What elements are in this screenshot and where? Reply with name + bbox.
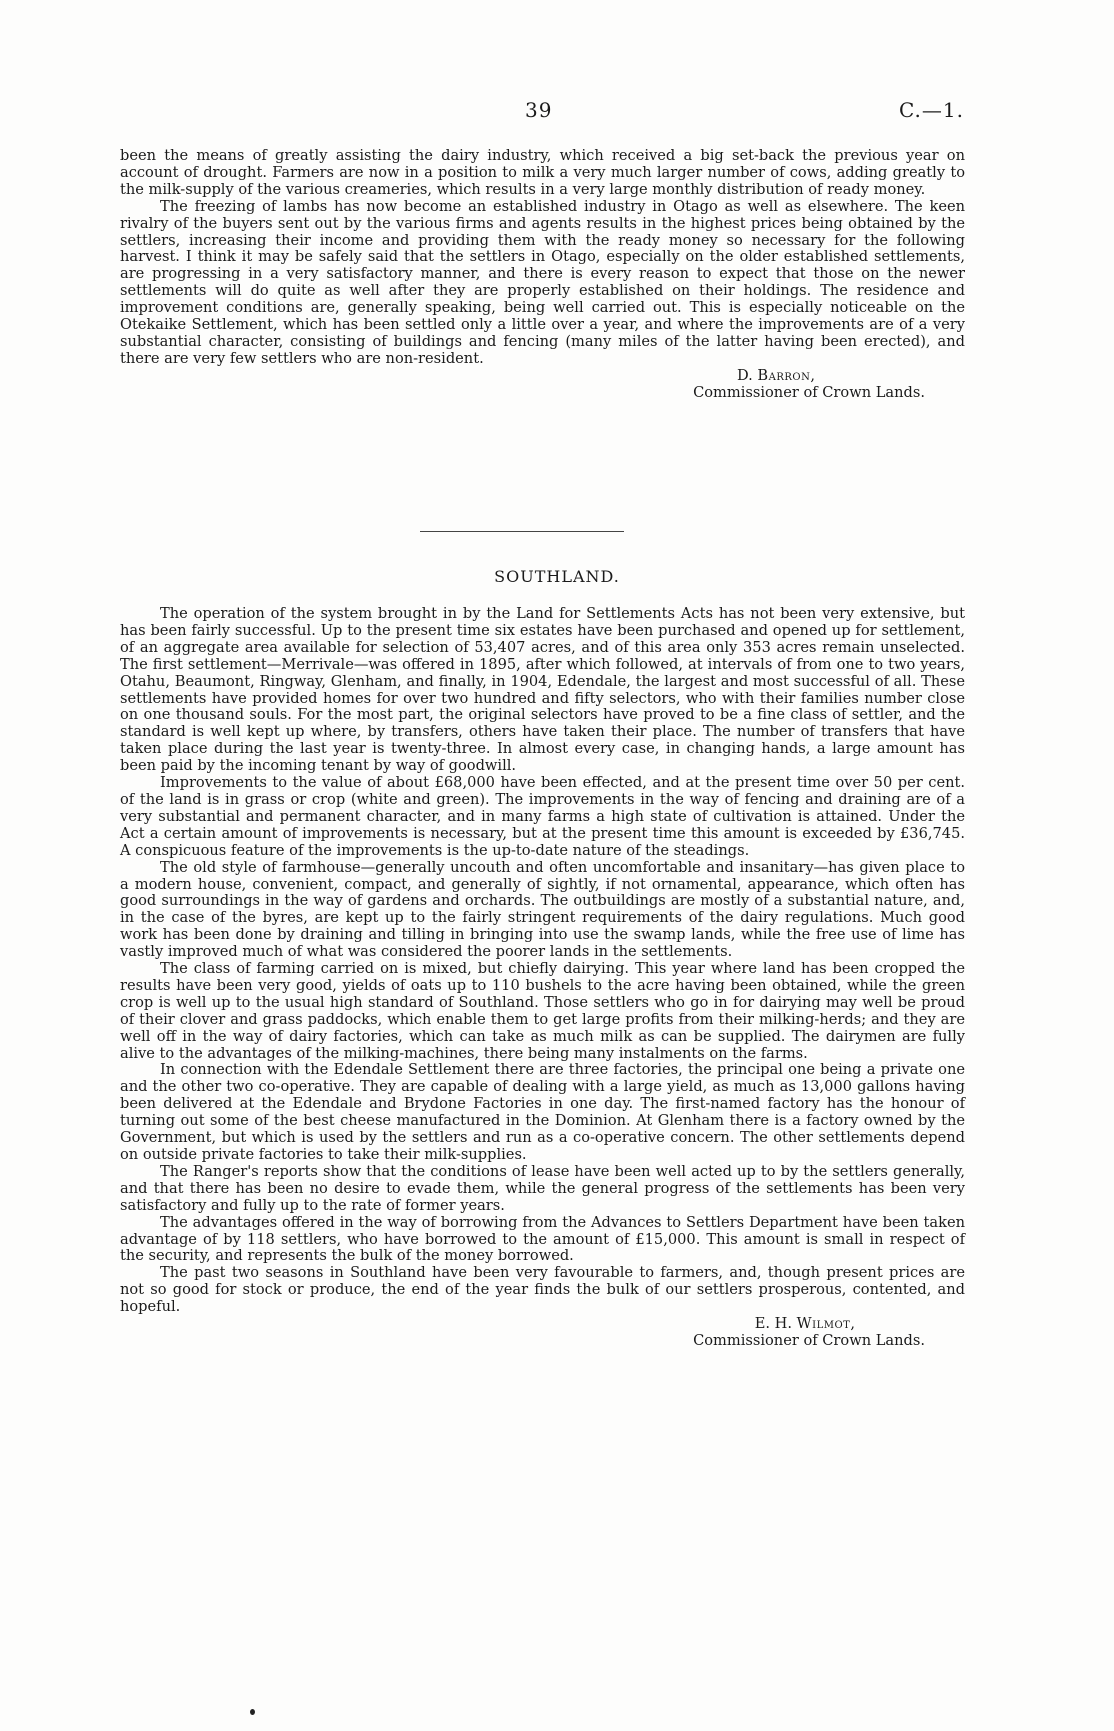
southland-signature-name: Wilmot	[796, 1315, 851, 1333]
southland-signature-title: Commissioner of Crown Lands.	[693, 1331, 925, 1349]
otago-paragraph-2: The freezing of lambs has now become an established industry in Otago as well as elsewhere. The keen rivalry of the buyers sent out by the various firms and agents results in the highest prices being obtained by the settlers, increasing their income and providing them with the ready money so necessary for the following harvest. I think it may be safely said that the settlers in Otago, especially on the older established settlements, are progressing in a very satisfactory manner, and there is every reason to expect that those on the newer settlements will do quite as well after they are properly established on their holdings. The residence and improvement conditions are, generally speaking, being well carried out. This is especially noticeable on the Otekaike Settlement, which has been settled only a little over a year, and where the improvements are of a very substantial character, consisting of buildings and fencing (many miles of the latter having been erected), and there are very few settlers who are non-resident.	[120, 197, 965, 367]
ink-speck	[250, 1709, 255, 1715]
page-number: 39	[525, 98, 553, 122]
otago-report	[120, 148, 965, 402]
otago-signature-name: Barron	[757, 366, 811, 384]
section-heading: SOUTHLAND.	[494, 567, 620, 586]
otago-signature-initial: D.	[736, 366, 758, 384]
document-reference: C.—1.	[898, 98, 964, 122]
otago-signature-comma: ,	[810, 366, 815, 384]
southland-paragraph-2: Improvements to the value of about £68,000 have been effected, and at the present time over 50 per cent. of the land is in grass or crop (white and green). The improvements in the way of fencing and draining are of a very substantial and permanent character, and in many farms a high state of cultivation is attained. Under the Act a certain amount of improvements is necessary, but at the present time this amount is exceeded by £36,745. A conspicuous feature of the improvements is the up-to-date nature of the steadings.	[120, 774, 965, 859]
otago-signature	[120, 368, 965, 385]
southland-paragraph-6: The Ranger's reports show that the conditions of lease have been well acted up to by the settlers generally, and that there has been no desire to evade them, while the general progress of the settlements has been very satisfactory and fully up to the rate of former years.	[120, 1162, 965, 1214]
southland-paragraph-4: The class of farming carried on is mixed, but chiefly dairying. This year where land has been cropped the results have been very good, yields of oats up to 110 bushels to the acre having been obtained, while the green crop is well up to the usual high standard of Southland. Those settlers who go in for dairying may well be proud of their clover and grass paddocks, which enable them to get large profits from their milking-herds; and they are well off in the way of dairy factories, which can take as much milk as can be supplied. The dairymen are fully alive to the advantages of the milking-machines, there being many instalments on the farms.	[120, 960, 965, 1062]
southland-signature	[120, 1316, 965, 1333]
otago-signature-title: Commissioner of Crown Lands.	[693, 383, 925, 401]
southland-paragraph-1: The operation of the system brought in by the Land for Settlements Acts has not been very extensive, but has been fairly successful. Up to the present time six estates have been purchased and opened up for settlement, of an aggregate area available for selection of 53,407 acres, and of this area only 353 acres remain unselected. The first settlement—Merrivale—was offered in 1895, after which followed, at intervals of from one to two years, Otahu, Beaumont, Ringway, Glenham, and finally, in 1904, Edendale, the largest and most successful of all. These settlements have provided homes for over two hundred and fifty selectors, who with their families number close on one thousand souls. For the most part, the original selectors have proved to be a fine class of settler, and the standard is well kept up where, by transfers, others have taken their place. The number of transfers that have taken place during the last year is twenty-three. In almost every case, in changing hands, a large amount has been paid by the incoming tenant by way of goodwill.	[120, 605, 965, 775]
southland-paragraph-5: In connection with the Edendale Settlement there are three factories, the principal one being a private one and the other two co-operative. They are capable of dealing with a large yield, as much as 13,000 gallons having been delivered at the Edendale and Brydone Factories in one day. The first-named factory has the honour of turning out some of the best cheese manufactured in the Dominion. At Glenham there is a factory owned by the Government, but which is used by the settlers and run as a co-operative concern. The other settlements depend on outside private factories to take their milk-supplies.	[120, 1061, 965, 1163]
southland-signature-comma: ,	[850, 1315, 855, 1333]
southland-paragraph-8: The past two seasons in Southland have been very favourable to farmers, and, though present prices are not so good for stock or produce, the end of the year finds the bulk of our settlers prosperous, contented, and hopeful.	[120, 1264, 965, 1316]
southland-report	[120, 606, 965, 1350]
otago-paragraph-1: been the means of greatly assisting the dairy industry, which received a big set-back the previous year on account of drought. Farmers are now in a position to milk a very much larger number of cows, adding greatly to the milk-supply of the various creameries, which results in a very large monthly distribution of ready money.	[120, 147, 965, 198]
section-divider	[420, 531, 624, 532]
southland-signature-initial: E. H.	[754, 1315, 797, 1333]
southland-paragraph-3: The old style of farmhouse—generally uncouth and often uncomfortable and insanitary—has given place to a modern house, convenient, compact, and generally of sightly, if not ornamental, appearance, which often has good surroundings in the way of gardens and orchards. The outbuildings are mostly of a substantial nature, and, in the case of the byres, are kept up to the fairly stringent requirements of the dairy regulations. Much good work has been done by draining and tilling in bringing into use the swamp lands, while the free use of lime has vastly improved much of what was considered the poorer lands in the settlements.	[120, 858, 965, 961]
page-header	[0, 98, 1114, 128]
southland-paragraph-7: The advantages offered in the way of borrowing from the Advances to Settlers Department have been taken advantage of by 118 settlers, who have borrowed to the amount of £15,000. This amount is small in respect of the security, and represents the bulk of the money borrowed.	[120, 1213, 965, 1265]
